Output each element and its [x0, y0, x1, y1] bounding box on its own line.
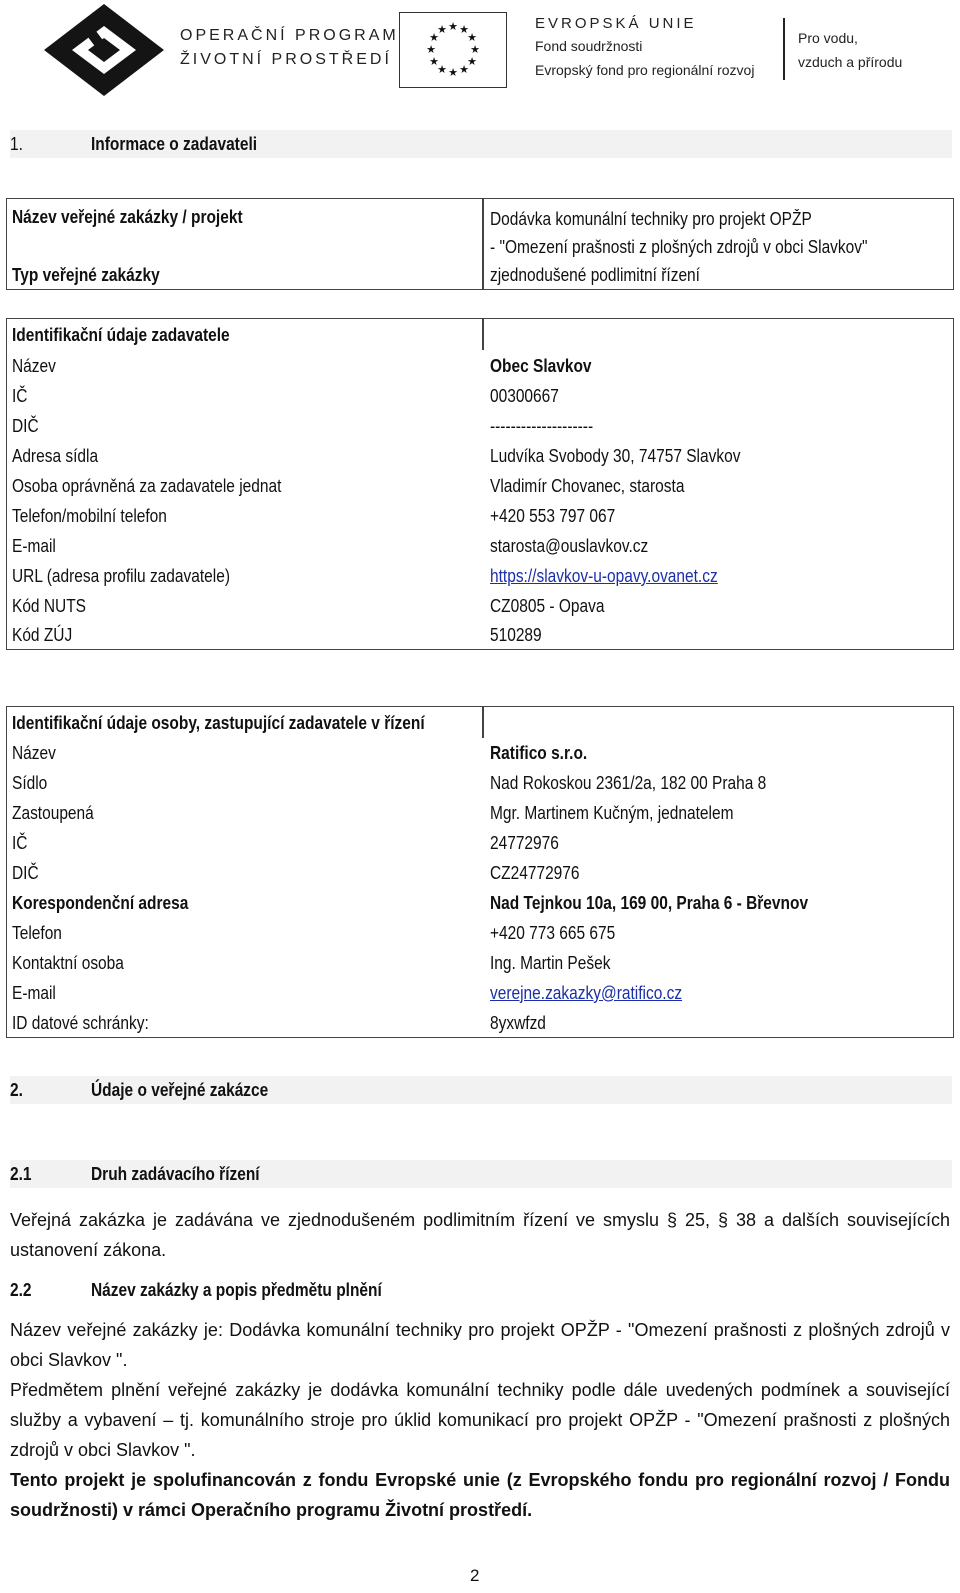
authority-dic-value: -------------------- [490, 416, 594, 436]
rep-name-label: Název [12, 743, 56, 763]
rep-correspondence-value: Nad Tejnkou 10a, 169 00, Praha 6 - Břevnov [490, 893, 809, 913]
eu-fund-line-1: Fond soudržnosti [535, 38, 643, 54]
eu-flag [399, 12, 507, 88]
rep-contact-value: Ing. Martin Pešek [490, 953, 611, 973]
rep-name-value: Ratifico s.r.o. [490, 743, 588, 763]
authority-address-label: Adresa sídla [12, 446, 99, 466]
project-table-divider [482, 198, 484, 290]
authority-representative-label: Osoba oprávněná za zadavatele jednat [12, 476, 282, 496]
rep-correspondence-label: Korespondenční adresa [12, 893, 189, 913]
section-number: 2. [10, 1080, 23, 1100]
motto-line-1: Pro vodu, [798, 30, 858, 46]
authority-email-value: starosta@ouslavkov.cz [490, 536, 649, 556]
cofinancing-text: Tento projekt je spolufinancován z fondu Evropské unie (z Evropského fondu pro regionální rozvoj / Fondu soudržnosti) v rámci Operačního programu Životní prostředí. [10, 1470, 950, 1520]
svg-text:★: ★ [467, 31, 477, 44]
eu-fund-line-2: Evropský fond pro regionální rozvoj [535, 62, 755, 78]
section-2-2-paragraph-1 [10, 1315, 950, 1375]
rep-ic-label: IČ [12, 833, 28, 853]
authority-url-label: URL (adresa profilu zadavatele) [12, 566, 230, 586]
section-number: 2.2 [10, 1280, 32, 1300]
rep-seat-label: Sídlo [12, 773, 48, 793]
section-number: 1. [10, 134, 23, 154]
authority-phone-label: Telefon/mobilní telefon [12, 506, 167, 526]
eu-text [535, 14, 754, 82]
authority-nuts-value: CZ0805 - Opava [490, 596, 605, 616]
authority-heading-divider [482, 318, 484, 350]
authority-phone-value: +420 553 797 067 [490, 506, 616, 526]
svg-text:★: ★ [429, 31, 439, 44]
rep-dic-value: CZ24772976 [490, 863, 580, 883]
rep-seat-value: Nad Rokoskou 2361/2a, 182 00 Praha 8 [490, 773, 767, 793]
rep-represented-value: Mgr. Martinem Kučným, jednatelem [490, 803, 734, 823]
opzp-logo-icon [44, 4, 164, 96]
program-line-2: ŽIVOTNÍ PROSTŘEDÍ [180, 51, 392, 68]
rep-email-label: E-mail [12, 983, 56, 1003]
rep-databox-value: 8yxwfzd [490, 1013, 546, 1033]
section-title: Informace o zadavateli [91, 134, 258, 154]
section-2-2-heading [10, 1276, 952, 1304]
contract-subject-text: Předmětem plnění veřejné zakázky je dodávka komunální techniky podle dále uvedených podmínek a související služby a vybavení – tj. komunálního stroje pro úklid komunikací pro projekt OPŽP - "Omezení prašnosti z plošných zdrojů v obci Slavkov ". [10, 1380, 950, 1460]
program-line-1: OPERAČNÍ PROGRAM [180, 27, 399, 44]
authority-profile-link[interactable]: https://slavkov-u-opavy.ovanet.cz [490, 566, 718, 586]
rep-phone-label: Telefon [12, 923, 62, 943]
eu-title: EVROPSKÁ UNIE [535, 15, 697, 32]
authority-email-label: E-mail [12, 536, 56, 556]
section-2-2-paragraph-2 [10, 1375, 950, 1465]
header-divider [783, 18, 785, 80]
authority-representative-value: Vladimír Chovanec, starosta [490, 476, 685, 496]
authority-heading: Identifikační údaje zadavatele [12, 325, 230, 345]
page-number: 2 [470, 1566, 480, 1585]
motto-line-2: vzduch a přírodu [798, 54, 903, 70]
rep-represented-label: Zastoupená [12, 803, 94, 823]
procurement-type-label: Typ veřejné zakázky [12, 265, 160, 285]
svg-text:★: ★ [437, 63, 447, 76]
project-value-line-2: - "Omezení prašnosti z plošných zdrojů v obci Slavkov" [490, 237, 868, 257]
svg-text:★: ★ [437, 23, 447, 36]
section-title: Název zakázky a popis předmětu plnění [91, 1280, 382, 1300]
authority-ic-value: 00300667 [490, 386, 559, 406]
authority-zuj-label: Kód ZÚJ [12, 625, 73, 645]
section-2-1-heading [10, 1160, 952, 1188]
svg-text:★: ★ [426, 43, 436, 56]
procurement-type-value: zjednodušené podlimitní řízení [490, 265, 700, 285]
svg-text:★: ★ [467, 55, 477, 68]
authority-nuts-label: Kód NUTS [12, 596, 86, 616]
representative-table [6, 706, 954, 1038]
section-2-1-paragraph [10, 1205, 950, 1265]
authority-ic-label: IČ [12, 386, 28, 406]
rep-dic-label: DIČ [12, 863, 39, 883]
procedure-text: Veřejná zakázka je zadávána ve zjednodušeném podlimitním řízení ve smyslu § 25, § 38 a dalších souvisejících ustanovení zákona. [10, 1210, 950, 1260]
section-title: Údaje o veřejné zakázce [91, 1080, 269, 1100]
svg-text:★: ★ [470, 43, 480, 56]
section-2-heading [10, 1076, 952, 1104]
rep-ic-value: 24772976 [490, 833, 559, 853]
eu-stars-icon [400, 13, 506, 87]
svg-text:★: ★ [459, 23, 469, 36]
rep-phone-value: +420 773 665 675 [490, 923, 616, 943]
svg-text:★: ★ [429, 55, 439, 68]
representative-heading: Identifikační údaje osoby, zastupující zadavatele v řízení [12, 713, 425, 733]
cofinancing-statement [10, 1465, 950, 1525]
program-name [180, 24, 399, 72]
rep-contact-label: Kontaktní osoba [12, 953, 124, 973]
rep-databox-label: ID datové schránky: [12, 1013, 149, 1033]
svg-text:★: ★ [459, 63, 469, 76]
contract-name-text: Název veřejné zakázky je: Dodávka komunální techniky pro projekt OPŽP - "Omezení prašnosti z plošných zdrojů v obci Slavkov ". [10, 1320, 950, 1370]
project-value-line-1: Dodávka komunální techniky pro projekt OPŽP [490, 209, 812, 229]
authority-dic-label: DIČ [12, 416, 39, 436]
section-1-heading [10, 130, 952, 158]
project-label: Název veřejné zakázky / projekt [12, 207, 243, 227]
rep-email-link[interactable]: verejne.zakazky@ratifico.cz [490, 983, 683, 1003]
header-logos [0, 0, 960, 100]
section-number: 2.1 [10, 1164, 32, 1184]
svg-text:★: ★ [448, 20, 458, 33]
authority-zuj-value: 510289 [490, 625, 542, 645]
motto [798, 26, 902, 74]
authority-address-value: Ludvíka Svobody 30, 74757 Slavkov [490, 446, 741, 466]
authority-name-label: Název [12, 356, 56, 376]
section-title: Druh zadávacího řízení [91, 1164, 260, 1184]
svg-text:★: ★ [448, 66, 458, 79]
authority-name-value: Obec Slavkov [490, 356, 592, 376]
